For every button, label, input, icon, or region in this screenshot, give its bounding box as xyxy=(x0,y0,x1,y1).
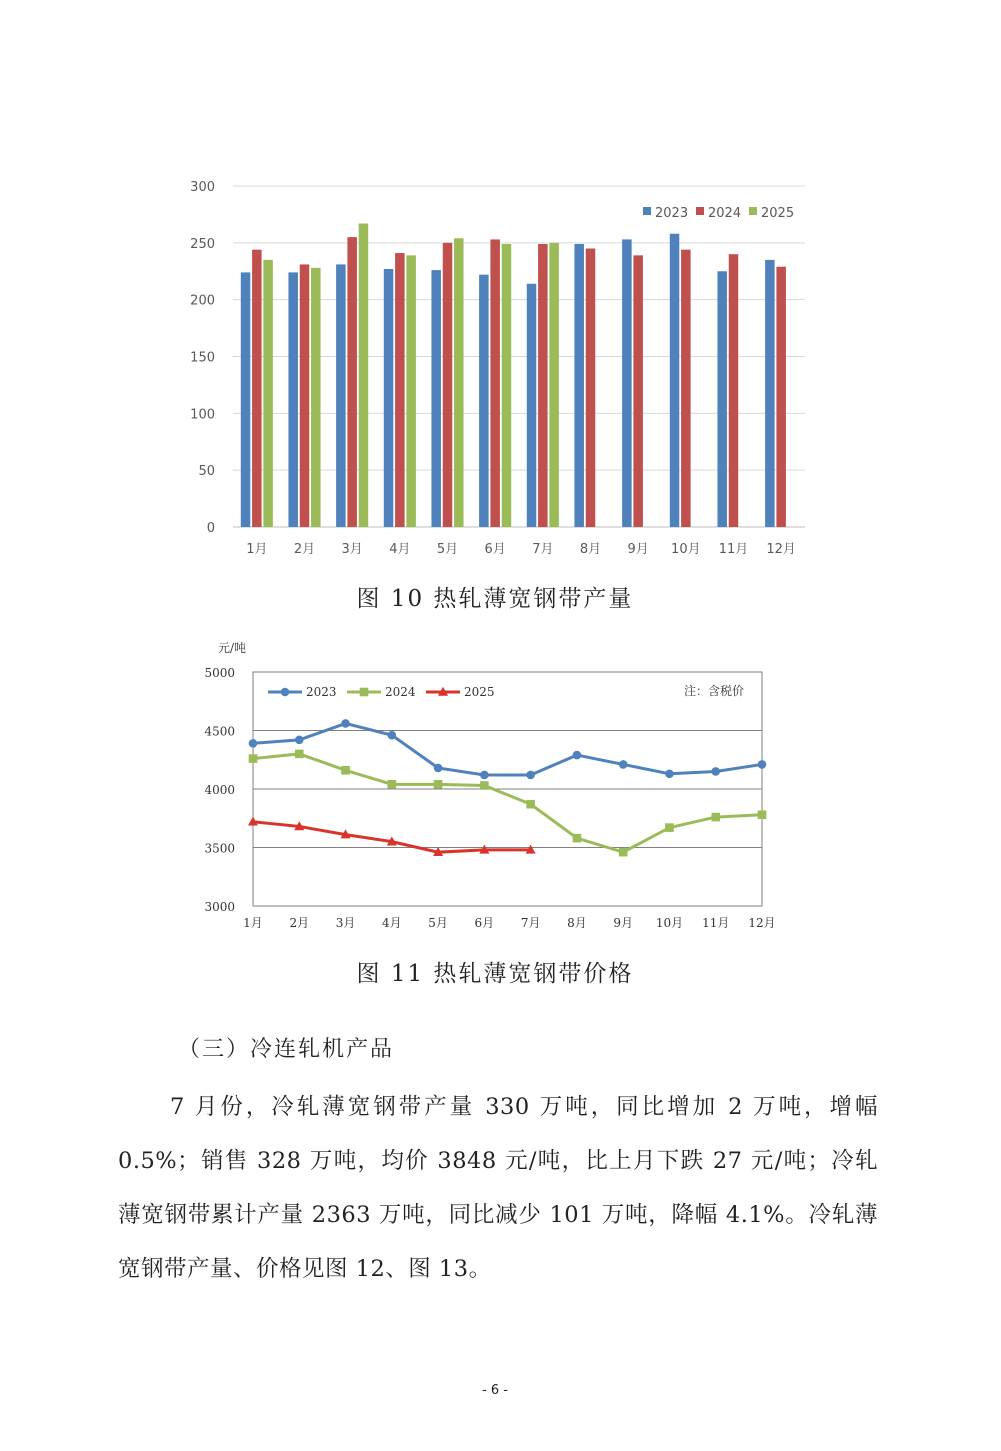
bar-2025 xyxy=(502,244,512,527)
x-tick-label: 1月 xyxy=(243,916,263,930)
y-tick-label: 3000 xyxy=(204,900,235,914)
x-tick-label: 9月 xyxy=(627,542,649,557)
bar-2025 xyxy=(311,268,321,527)
y-tick-label: 4000 xyxy=(204,783,235,797)
section-heading: （三）冷连轧机产品 xyxy=(178,1037,395,1062)
page-number: - 6 - xyxy=(482,1383,508,1398)
data-point-2023 xyxy=(480,771,489,780)
data-point-2023 xyxy=(341,719,350,728)
x-tick-label: 8月 xyxy=(579,542,602,557)
data-point-2023 xyxy=(249,739,258,748)
data-point-2023 xyxy=(619,760,628,769)
bar-2023 xyxy=(241,272,251,527)
bar-2024 xyxy=(681,250,691,527)
y-tick-label: 0 xyxy=(206,521,215,536)
x-tick-label: 11月 xyxy=(702,916,730,930)
legend-label-2023: 2023 xyxy=(655,206,689,221)
bar-2024 xyxy=(586,249,596,527)
data-point-2024 xyxy=(388,780,397,789)
x-tick-label: 12月 xyxy=(748,916,776,930)
bar-2023 xyxy=(431,270,441,527)
legend-label-2023: 2023 xyxy=(306,685,337,699)
data-point-2024 xyxy=(434,780,443,789)
x-tick-label: 3月 xyxy=(335,916,356,930)
bar-2024 xyxy=(729,254,739,527)
data-point-2024 xyxy=(619,848,628,857)
legend-label-2025: 2025 xyxy=(464,685,495,699)
bar-2024 xyxy=(490,239,500,527)
bar-2023 xyxy=(622,239,632,527)
bar-2023 xyxy=(717,271,727,527)
legend-swatch-2024 xyxy=(696,207,704,215)
bar-2024 xyxy=(300,264,310,527)
price-note: 注：含税价 xyxy=(684,684,745,698)
y-tick-label: 4500 xyxy=(204,724,235,739)
bar-2024 xyxy=(538,244,548,527)
bar-2025 xyxy=(263,260,273,527)
data-point-2023 xyxy=(295,736,304,745)
y-tick-label: 100 xyxy=(190,407,215,423)
series-line-2023 xyxy=(253,723,762,774)
data-point-2024 xyxy=(249,754,258,763)
data-point-2024 xyxy=(573,834,582,843)
x-tick-label: 6月 xyxy=(484,542,506,557)
bar-2024 xyxy=(395,253,405,527)
legend-label-2024: 2024 xyxy=(385,685,416,699)
legend-marker-2024 xyxy=(360,688,369,697)
bar-2024 xyxy=(252,250,261,527)
y-tick-label: 200 xyxy=(190,293,215,309)
bar-2024 xyxy=(443,243,453,527)
legend-label-2024: 2024 xyxy=(708,206,742,221)
data-point-2024 xyxy=(526,800,535,809)
x-tick-label: 5月 xyxy=(436,542,459,557)
data-point-2024 xyxy=(665,823,674,832)
y-tick-label: 300 xyxy=(190,180,215,195)
x-tick-label: 3月 xyxy=(341,542,363,557)
bar-2023 xyxy=(384,269,394,527)
x-tick-label: 7月 xyxy=(532,542,554,557)
bar-2023 xyxy=(288,272,298,527)
x-tick-label: 10月 xyxy=(655,916,684,930)
y-axis-unit: 元/吨 xyxy=(218,641,247,655)
legend-swatch-2023 xyxy=(643,207,651,215)
figure-11-caption: 图 11 热轧薄宽钢带价格 xyxy=(356,961,634,987)
data-point-2024 xyxy=(758,810,767,819)
x-tick-label: 4月 xyxy=(381,916,402,930)
x-tick-label: 2月 xyxy=(289,916,310,930)
bar-2023 xyxy=(527,284,537,527)
bar-2024 xyxy=(633,255,643,527)
series-line-2024 xyxy=(253,754,762,852)
data-point-2023 xyxy=(573,751,582,760)
bar-2024 xyxy=(776,267,786,527)
data-point-2024 xyxy=(295,750,304,759)
y-tick-label: 50 xyxy=(198,464,215,480)
figure-10-caption: 图 10 热轧薄宽钢带产量 xyxy=(356,586,634,612)
x-tick-label: 6月 xyxy=(474,916,495,930)
data-point-2023 xyxy=(434,764,443,773)
legend-swatch-2025 xyxy=(749,207,757,215)
bar-2025 xyxy=(359,224,369,527)
y-tick-label: 3500 xyxy=(204,841,235,856)
section-paragraph: 7 月份，冷轧薄宽钢带产量 330 万吨，同比增加 2 万吨，增幅 0.5%；销售 328 万吨，均价 3848 元/吨，比上月下跌 27 元/吨；冷轧薄宽钢带累计产量 2363 万吨，同比减少 101 万吨，降幅 4.1%。冷轧薄宽钢带产量、价格见图 12、图 13。 xyxy=(118,1094,878,1282)
bar-2023 xyxy=(765,260,775,527)
x-tick-label: 12月 xyxy=(766,542,796,557)
data-point-2023 xyxy=(711,767,720,776)
bar-2025 xyxy=(406,255,416,527)
x-tick-label: 11月 xyxy=(718,542,749,557)
x-tick-label: 7月 xyxy=(520,916,541,930)
data-point-2023 xyxy=(758,760,767,769)
legend-label-2025: 2025 xyxy=(761,206,795,221)
y-tick-label: 150 xyxy=(190,350,215,366)
x-tick-label: 1月 xyxy=(246,542,268,557)
legend-marker-2023 xyxy=(281,688,290,697)
y-tick-label: 5000 xyxy=(204,666,235,680)
x-tick-label: 4月 xyxy=(389,542,411,557)
data-point-2024 xyxy=(480,781,489,790)
y-tick-label: 250 xyxy=(190,236,215,252)
data-point-2023 xyxy=(526,771,535,780)
x-tick-label: 2月 xyxy=(293,542,316,557)
data-point-2024 xyxy=(711,813,720,822)
x-tick-label: 5月 xyxy=(428,916,448,930)
bar-2023 xyxy=(574,244,584,527)
data-point-2023 xyxy=(388,731,397,740)
data-point-2024 xyxy=(341,766,350,775)
bar-2023 xyxy=(479,275,489,527)
bar-2024 xyxy=(347,237,357,527)
production-bar-chart xyxy=(0,160,1001,580)
bar-2025 xyxy=(549,243,559,527)
bar-2025 xyxy=(454,238,464,527)
data-point-2023 xyxy=(665,769,674,778)
price-line-chart xyxy=(0,630,1001,950)
bar-2023 xyxy=(336,264,346,527)
x-tick-label: 10月 xyxy=(671,542,701,557)
x-tick-label: 8月 xyxy=(567,916,587,930)
x-tick-label: 9月 xyxy=(613,916,634,930)
bar-2023 xyxy=(670,234,680,527)
